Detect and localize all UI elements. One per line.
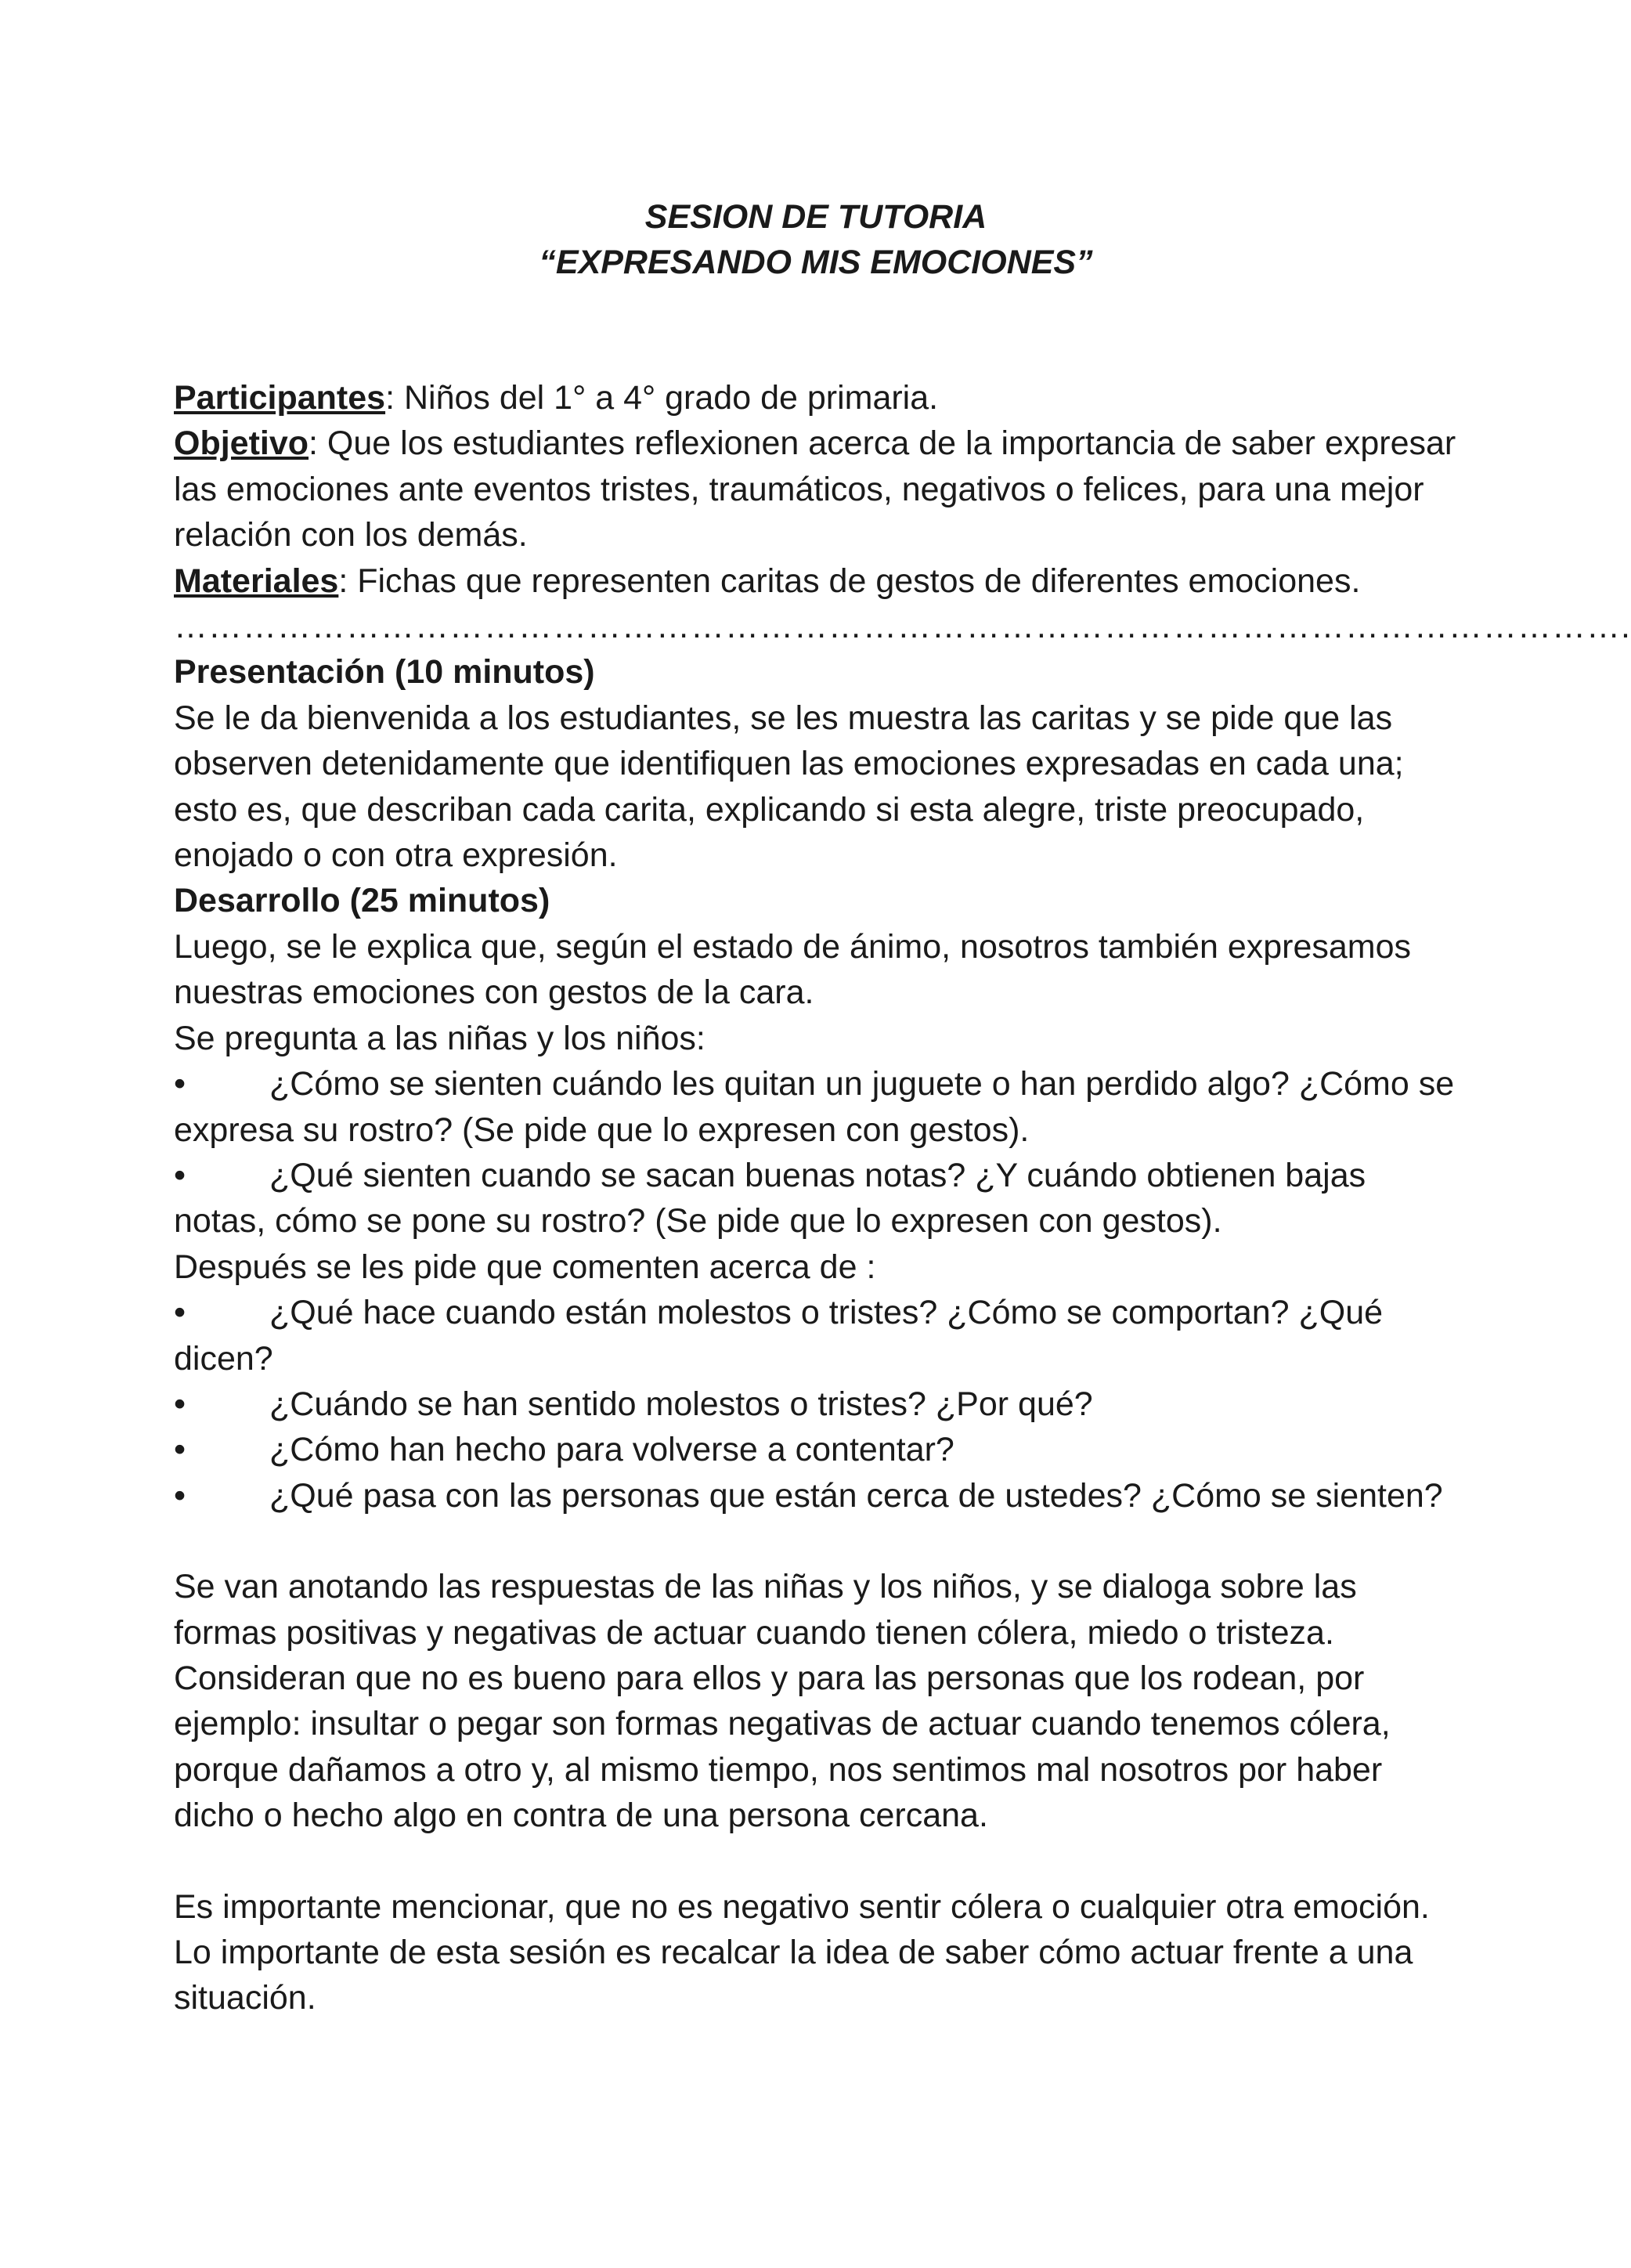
- materials-line: [174, 558, 1458, 604]
- list-item: [174, 1290, 1458, 1381]
- bullet-icon: •: [174, 1156, 186, 1194]
- presentation-text: Se le da bienvenida a los estudiantes, se les muestra las caritas y se pide que las observen detenidamente que identifiquen las emociones expresadas en cada una; esto es, que describan cada carita, explicando si esta alegre, triste preocupado, enojado o con otra expresión.: [174, 699, 1404, 875]
- closing-paragraph-1: Se van anotando las respuestas de las niñas y los niños, y se dialoga sobre las formas positivas y negativas de actuar cuando tienen cólera, miedo o tristeza. Consideran que no es bueno para ellos y para las personas que los rodean, por ejemplo: insultar o pegar son formas negativas de actuar cuando tenemos cólera, porque dañamos a otro y, al mismo tiempo, nos sentimos mal nosotros por haber dicho o hecho algo en contra de una persona cercana.: [174, 1568, 1391, 1835]
- list-item-text: ¿Qué hace cuando están molestos o tristes? ¿Cómo se comportan? ¿Qué dicen?: [174, 1294, 1384, 1378]
- session-title: SESION DE TUTORIA: [644, 198, 987, 236]
- list-item: [174, 1153, 1458, 1244]
- bullet-icon: •: [174, 1431, 186, 1469]
- list-item: [174, 1381, 1458, 1427]
- list-item: [174, 1427, 1458, 1472]
- bullet-icon: •: [174, 1385, 186, 1423]
- comment-intro: Después se les pide que comenten acerca de :: [174, 1248, 876, 1286]
- bullet-icon: •: [174, 1065, 186, 1103]
- presentation-heading: Presentación (10 minutos): [174, 653, 595, 692]
- session-subtitle: “EXPRESANDO MIS EMOCIONES”: [539, 244, 1093, 281]
- document-page: [174, 194, 1631, 2021]
- spacer: [174, 1519, 1458, 1564]
- list-item-text: ¿Qué sienten cuando se sacan buenas notas? ¿Y cuándo obtienen bajas notas, cómo se pone su rostro? (Se pide que lo expresen con gestos).: [174, 1156, 1366, 1241]
- bullet-icon: •: [174, 1476, 186, 1515]
- development-intro: Luego, se le explica que, según el estado de ánimo, nosotros también expresamos nuestras emociones con gestos de la cara.: [174, 927, 1412, 1012]
- objective-label: Objetivo: [174, 424, 309, 463]
- dotted-separator: ……………………………………………………………………………………………………………….: [174, 608, 1631, 646]
- objective-line: [174, 421, 1458, 558]
- list-item: [174, 1061, 1458, 1153]
- participants-label: Participantes: [174, 379, 386, 417]
- materials-text: : Fichas que representen caritas de gestos de diferentes emociones.: [338, 562, 1361, 600]
- bullet-icon: •: [174, 1294, 186, 1332]
- list-item-text: ¿Cuándo se han sentido molestos o tristes? ¿Por qué?: [269, 1385, 1093, 1423]
- list-item-text: ¿Cómo han hecho para volverse a contentar?: [269, 1431, 954, 1469]
- participants-text: : Niños del 1° a 4° grado de primaria.: [385, 379, 939, 417]
- spacer: [174, 1839, 1458, 1884]
- list-item: [174, 1473, 1458, 1519]
- participants-line: [174, 375, 1458, 421]
- materials-label: Materiales: [174, 562, 339, 600]
- objective-text: : Que los estudiantes reflexionen acerca de la importancia de saber expresar las emociones ante eventos tristes, traumáticos, negativos o felices, para una mejor relación con los demás.: [174, 424, 1456, 554]
- title-block: [174, 194, 1458, 285]
- development-heading: Desarrollo (25 minutos): [174, 882, 550, 920]
- closing-paragraph-2: Es importante mencionar, que no es negativo sentir cólera o cualquier otra emoción. Lo importante de esta sesión es recalcar la idea de saber cómo actuar frente a una situación.: [174, 1887, 1430, 2017]
- list-item-text: ¿Cómo se sienten cuándo les quitan un juguete o han perdido algo? ¿Cómo se expresa su rostro? (Se pide que lo expresen con gestos).: [174, 1065, 1455, 1149]
- question-intro: Se pregunta a las niñas y los niños:: [174, 1019, 705, 1057]
- list-item-text: ¿Qué pasa con las personas que están cerca de ustedes? ¿Cómo se sienten?: [269, 1476, 1443, 1515]
